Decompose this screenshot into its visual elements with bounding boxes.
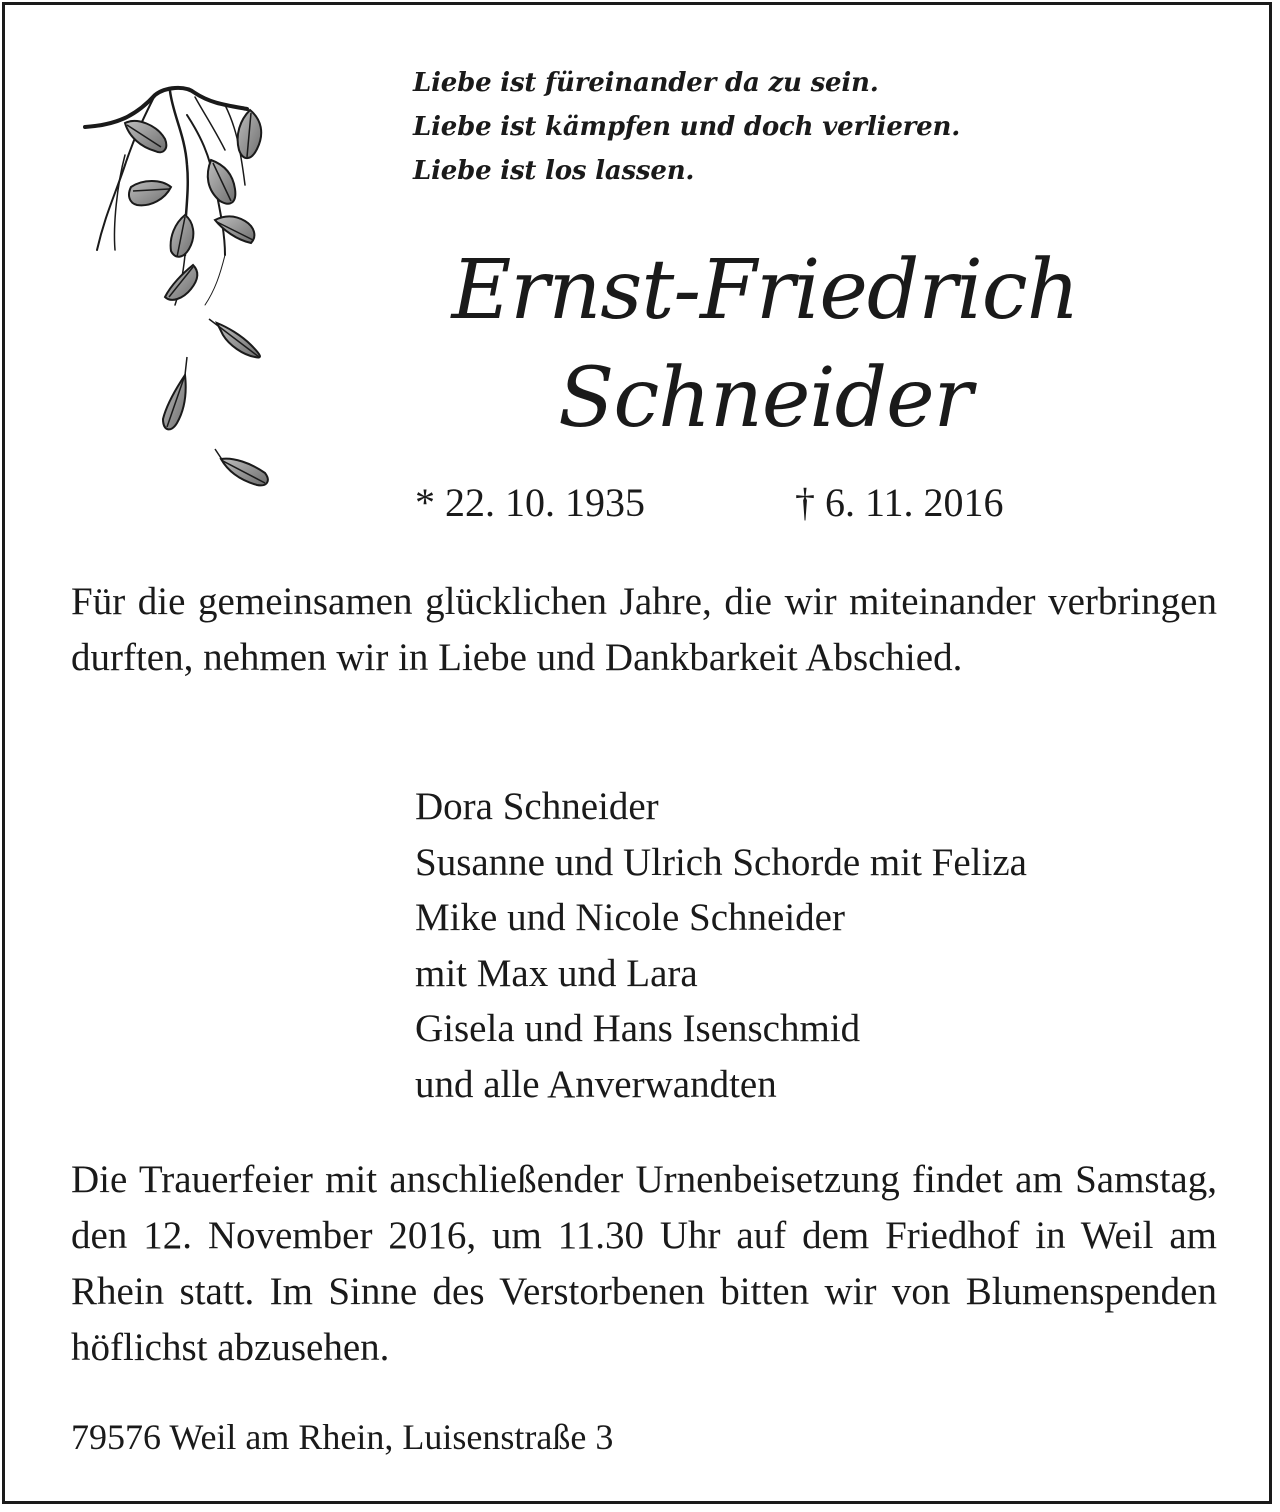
family-member: und alle Anverwandten: [415, 1062, 777, 1106]
motto-line: Liebe ist los lassen.: [413, 156, 695, 186]
family-member: Gisela und Hans Isenschmid: [415, 1007, 861, 1050]
deceased-first-name: Ernst-Friedrich: [451, 243, 1079, 338]
ceremony-text: Die Trauerfeier mit anschließender Urnenbeisetzung findet am Samstag, den 12. November 2016, um 11.30 Uhr auf dem Friedhof in Weil am Rhein statt. Im Sinne des Verstorbenen bitten wir von Blumenspenden höflichst abzusehen.: [71, 1158, 1217, 1369]
family-member: Susanne und Ulrich Schorde mit Feliza: [415, 840, 1027, 884]
birth-date: * 22. 10. 1935: [415, 480, 645, 525]
motto-verse: [413, 61, 1173, 193]
family-list: [415, 779, 1215, 1112]
family-member: Dora Schneider: [415, 785, 659, 828]
family-address: 79576 Weil am Rhein, Luisenstraße 3: [71, 1417, 614, 1457]
motto-line: Liebe ist kämpfen und doch verlieren.: [413, 112, 961, 142]
family-member: Mike und Nicole Schneider: [415, 896, 845, 939]
farewell-text: Für die gemeinsamen glücklichen Jahre, die wir miteinander verbringen durften, nehmen wir in Liebe und Dankbarkeit Abschied.: [71, 580, 1217, 679]
life-dates: [415, 481, 1135, 525]
birch-branch-icon: [75, 75, 295, 505]
motto-line: Liebe ist füreinander da zu sein.: [413, 68, 879, 98]
notice-frame: [2, 2, 1272, 1504]
deceased-last-name: Schneider: [558, 351, 972, 446]
family-member: mit Max und Lara: [415, 951, 698, 995]
death-date: † 6. 11. 2016: [795, 480, 1004, 525]
deceased-name: [385, 237, 1145, 453]
